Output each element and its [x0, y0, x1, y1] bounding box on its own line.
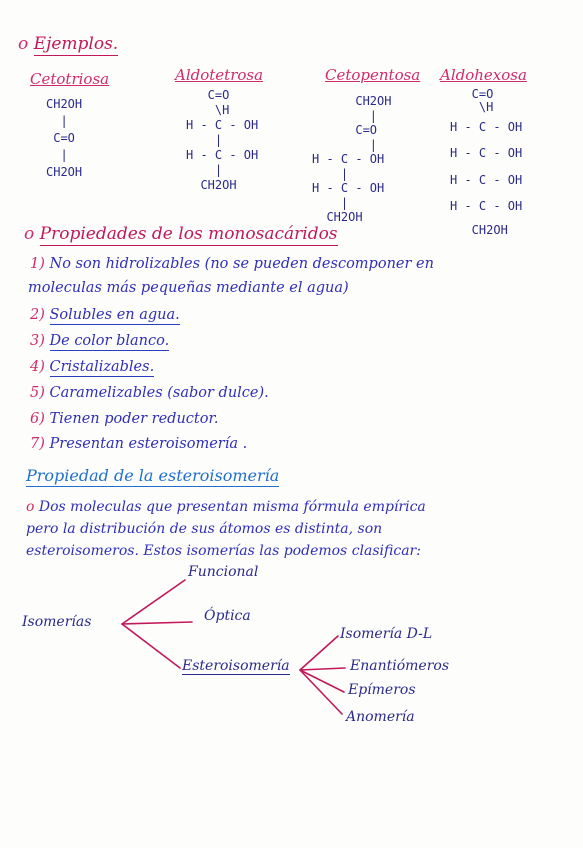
structure-line: CH2OH — [46, 97, 83, 111]
item-text: De color blanco. — [49, 333, 170, 349]
structure-line: | — [312, 166, 349, 181]
paragraph-line: pero la distribución de sus átomos es distinta, son — [26, 521, 383, 537]
structure-line: | — [46, 148, 68, 162]
item-text: Solubles en agua. — [49, 307, 180, 323]
tree-root-isomerias: Isomerías — [22, 614, 92, 630]
structure-line: | — [312, 137, 378, 152]
structure-line: H - C - OH — [450, 199, 523, 213]
paragraph-bullet: o — [26, 499, 35, 515]
structure-line: \H — [186, 103, 230, 117]
tree-node-esteroisomeria: Esteroisomería — [182, 658, 290, 674]
tree-leaf-anomeria: Anomería — [346, 709, 415, 725]
estereoisomeria-title: Propiedad de la esteroisomería — [26, 466, 280, 485]
item-text: Presentan esteroisomería . — [49, 436, 248, 452]
structure-line: H - C - OH — [186, 148, 259, 162]
item-number: 2) — [30, 307, 45, 323]
structure-line: C=O — [450, 87, 494, 101]
item-number: 1) — [30, 256, 45, 272]
item-number: 3) — [30, 333, 45, 349]
item-number: 6) — [30, 411, 45, 427]
item-number: 7) — [30, 436, 45, 452]
structure-line: | — [186, 163, 223, 177]
structure-line: C=O — [186, 88, 230, 102]
structure-line: CH2OH — [46, 165, 83, 179]
structure-line: | — [312, 195, 349, 210]
molecule-title-cetopentosa: Cetopentosa — [325, 66, 421, 84]
structure-line: C=O — [46, 131, 75, 145]
structure-line: CH2OH — [312, 210, 363, 224]
structure-line: H - C - OH — [450, 146, 523, 160]
propiedades-title: Propiedades de los monosacáridos — [39, 224, 338, 244]
heading-bullet: o — [24, 224, 35, 244]
item-text: moleculas más pequeñas mediante el agua) — [28, 280, 349, 296]
structure-line: H - C - OH — [312, 152, 385, 166]
heading-bullet: o — [18, 34, 29, 54]
item-number: 5) — [30, 385, 45, 401]
paragraph-text: Dos moleculas que presentan misma fórmula empírica — [38, 499, 426, 515]
paragraph-line: esteroisomeros. Estos isomerías las podemos clasificar: — [26, 543, 421, 559]
item-text: No son hidrolizables (no se pueden descomponer en — [49, 256, 434, 272]
structure-line: CH2OH — [312, 94, 392, 108]
structure-line: CH2OH — [186, 178, 237, 192]
structure-line: | — [312, 108, 378, 123]
molecule-title-aldotetrosa: Aldotetrosa — [175, 66, 264, 84]
tree-leaf-isomeria-dl: Isomería D-L — [340, 626, 433, 642]
tree-leaf-enantiomeros: Enantiómeros — [350, 658, 449, 674]
item-text: Tienen poder reductor. — [49, 411, 219, 427]
tree-node-optica: Óptica — [204, 608, 251, 624]
molecule-title-aldohexosa: Aldohexosa — [440, 66, 527, 84]
structure-line: CH2OH — [450, 223, 508, 237]
structure-line: H - C - OH — [312, 181, 385, 195]
structure-line: \H — [450, 100, 494, 114]
structure-line: H - C - OH — [450, 120, 523, 134]
structure-line: | — [46, 114, 68, 128]
structure-line: C=O — [312, 123, 378, 137]
structure-line: H - C - OH — [186, 118, 259, 132]
item-number: 4) — [30, 359, 45, 375]
molecule-title-cetotriosa: Cetotriosa — [30, 70, 110, 88]
structure-line: | — [186, 133, 223, 147]
tree-leaf-epimeros: Epímeros — [348, 682, 416, 698]
item-text: Cristalizables. — [49, 359, 155, 375]
structure-line: H - C - OH — [450, 173, 523, 187]
ejemplos-title: Ejemplos. — [33, 34, 119, 54]
item-text: Caramelizables (sabor dulce). — [49, 385, 269, 401]
tree-node-funcional: Funcional — [188, 564, 259, 580]
